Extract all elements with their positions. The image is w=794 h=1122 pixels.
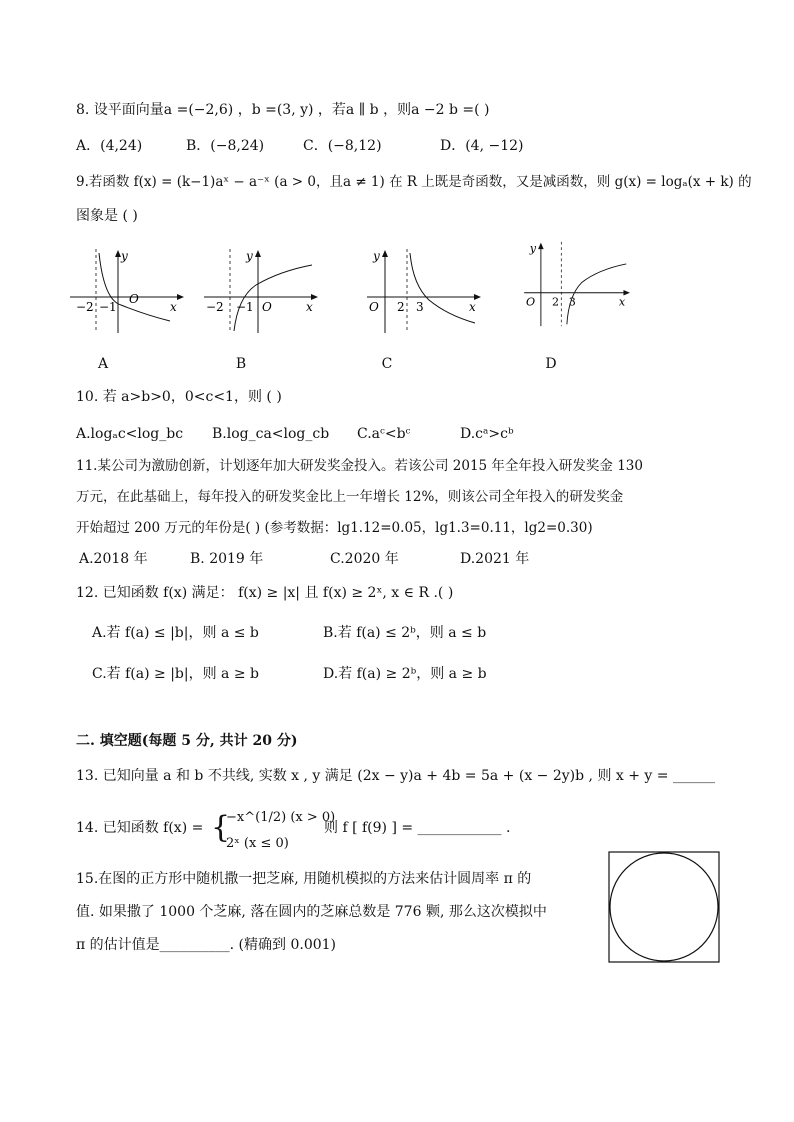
graph-d-x-arrow bbox=[623, 290, 629, 296]
graph-d-origin: O bbox=[526, 295, 536, 309]
graph-c-tick-3: 3 bbox=[416, 300, 424, 314]
q12-option-a: A.若 f(a) ≤ |b|，则 a ≤ b bbox=[92, 625, 259, 641]
q14-prefix: 14. 已知函数 f(x) = bbox=[76, 820, 204, 836]
graph-d-label: D bbox=[545, 356, 557, 372]
q13-stem: 13. 已知向量 a 和 b 不共线, 实数 x , y 满足 (2x − y)a + 4b = 5a + (x − 2y)b , 则 x + y = ______ bbox=[76, 768, 715, 784]
graph-a bbox=[66, 245, 190, 335]
q14-case-2: 2ˣ (x ≤ 0) bbox=[226, 836, 289, 851]
graph-b-origin: O bbox=[262, 300, 272, 314]
graph-b bbox=[200, 245, 324, 335]
graph-c-y-arrow bbox=[382, 250, 388, 257]
q14-brace: { bbox=[211, 810, 231, 845]
graph-b-y-arrow bbox=[255, 250, 261, 257]
graph-a-tick-neg1: −1 bbox=[99, 300, 117, 314]
q11-line-3: 开始超过 200 万元的年份是( ) (参考数据：lg1.12=0.05，lg1.3=0.11，lg2=0.30) bbox=[76, 520, 593, 536]
q11-option-b: B. 2019 年 bbox=[190, 551, 264, 567]
graph-a-origin: O bbox=[129, 292, 139, 306]
graph-a-y-label: y bbox=[121, 249, 128, 263]
graph-d-x-label: x bbox=[618, 295, 626, 309]
q8-option-a: A．(4,24) bbox=[76, 138, 143, 154]
graph-d-tick-2: 2 bbox=[552, 295, 560, 309]
q15-circle bbox=[610, 853, 718, 961]
graph-b-y-label: y bbox=[246, 249, 253, 263]
q15-line-2: 值. 如果撒了 1000 个芝麻, 落在圆内的芝麻总数是 776 颗, 那么这次模拟中 bbox=[76, 904, 547, 920]
q14-suffix: 则 f [ f(9) ] = ____________ . bbox=[324, 820, 511, 836]
q8-option-c: C．(−8,12) bbox=[303, 138, 382, 154]
q10-option-d: D.cᵃ>cᵇ bbox=[460, 426, 514, 442]
graph-b-curve bbox=[234, 265, 312, 331]
graph-d-y-arrow bbox=[538, 243, 544, 249]
graph-b-label: B bbox=[235, 356, 247, 372]
graph-d-tick-3: 3 bbox=[568, 295, 576, 309]
q12-option-d: D.若 f(a) ≥ 2ᵇ，则 a ≥ b bbox=[323, 666, 487, 682]
q14-case-1: −x^(1/2) (x > 0) bbox=[226, 810, 336, 825]
graph-b-x-label: x bbox=[306, 300, 313, 314]
graph-a-x-arrow bbox=[177, 294, 184, 300]
q11-line-2: 万元，在此基础上，每年投入的研发奖金比上一年增长 12%，则该公司全年投入的研发奖金 bbox=[76, 489, 624, 505]
q8-stem: 8. 设平面向量a =(−2,6) ，b =(3, y) ，若a ∥ b ，则a −2 b =( ) bbox=[76, 102, 490, 118]
q10-option-b: B.log_ca<log_cb bbox=[212, 426, 330, 442]
q10-option-c: C.aᶜ<bᶜ bbox=[357, 426, 411, 442]
graph-a-x-label: x bbox=[170, 300, 177, 314]
q8-option-d: D．(4, −12) bbox=[440, 138, 524, 154]
graph-c-x-label: x bbox=[469, 300, 476, 314]
q11-option-d: D.2021 年 bbox=[460, 551, 530, 567]
q8-option-b: B．(−8,24) bbox=[186, 138, 265, 154]
q11-line-1: 11.某公司为激励创新，计划逐年加大研发奖金投入。若该公司 2015 年全年投入研发奖金 130 bbox=[76, 458, 643, 474]
graph-c-tick-2: 2 bbox=[397, 300, 405, 314]
q12-stem: 12. 已知函数 f(x) 满足： f(x) ≥ |x| 且 f(x) ≥ 2ˣ, x ∈ R .( ) bbox=[76, 585, 454, 601]
graph-d-y-label: y bbox=[529, 241, 537, 255]
q15-line-3: π 的估计值是__________. (精确到 0.001) bbox=[76, 937, 337, 953]
q12-option-b: B.若 f(a) ≤ 2ᵇ，则 a ≤ b bbox=[323, 625, 487, 641]
graph-d bbox=[516, 238, 640, 328]
section-2-title: 二. 填空题(每题 5 分, 共计 20 分) bbox=[76, 733, 298, 749]
graph-a-label: A bbox=[97, 356, 109, 372]
q9-stem-line-2: 图象是 ( ) bbox=[76, 208, 138, 224]
graph-c-y-label: y bbox=[373, 249, 380, 263]
graph-b-tick-neg1: −1 bbox=[236, 300, 254, 314]
q10-stem: 10. 若 a>b>0，0<c<1，则 ( ) bbox=[76, 389, 282, 405]
q10-option-a: A.logₐc<log_bc bbox=[76, 426, 184, 442]
graph-c-label: C bbox=[381, 356, 393, 372]
q15-line-1: 15.在图的正方形中随机撒一把芝麻, 用随机模拟的方法来估计圆周率 π 的 bbox=[76, 871, 532, 887]
graph-c-origin: O bbox=[369, 300, 379, 314]
q12-option-c: C.若 f(a) ≥ |b|，则 a ≥ b bbox=[92, 666, 259, 682]
graph-a-tick-neg2: −2 bbox=[76, 300, 94, 314]
q15-square-circle-figure bbox=[608, 851, 720, 963]
graph-c bbox=[363, 245, 487, 335]
q11-option-a: A.2018 年 bbox=[79, 551, 148, 567]
q11-option-c: C.2020 年 bbox=[330, 551, 399, 567]
graph-b-tick-neg2: −2 bbox=[206, 300, 224, 314]
graph-d-curve bbox=[567, 264, 626, 324]
q9-stem-line-1: 9.若函数 f(x) = (k−1)aˣ − a⁻ˣ (a > 0，且a ≠ 1) 在 R 上既是奇函数，又是减函数，则 g(x) = logₐ(x + k) 的 bbox=[76, 174, 752, 190]
